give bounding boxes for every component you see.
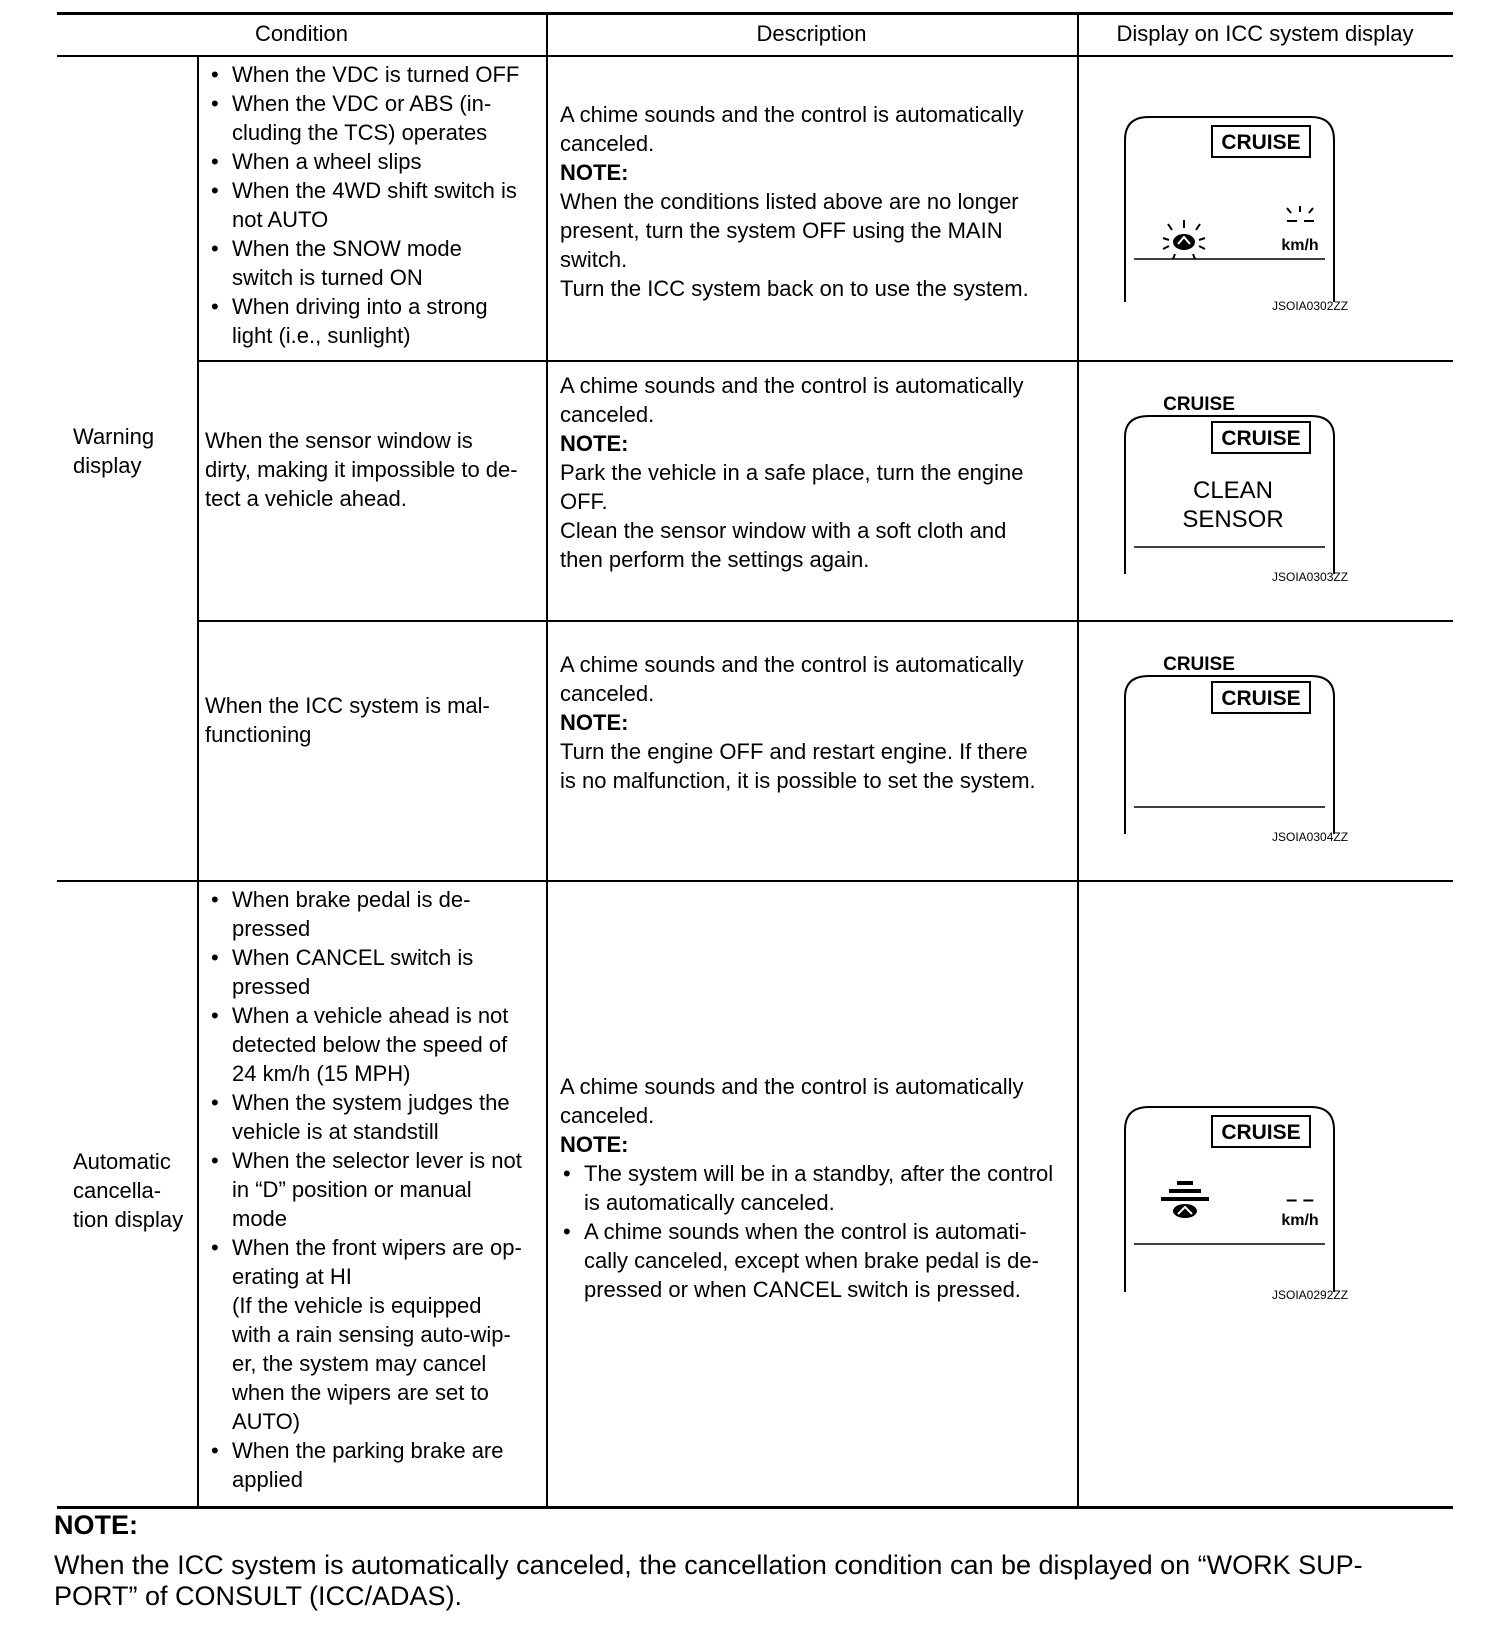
condition-table (57, 12, 1453, 1510)
condition-item: • When the VDC is turned OFF (208, 60, 538, 89)
cruise-label: CRUISE (1163, 394, 1235, 415)
column-rule (197, 55, 199, 1508)
group-label-line: Automatic (73, 1149, 171, 1174)
figure-code: JSOIA0304ZZ (1272, 830, 1349, 844)
column-rule (546, 12, 548, 1508)
condition-item: • When the 4WD shift switch is not AUTO (208, 176, 538, 234)
speed-readout: – – (1286, 1189, 1314, 1211)
speed-unit: km/h (1281, 1212, 1319, 1229)
row0-description: A chime sounds and the control is automatically canceled. NOTE: When the conditions listed above are no longer present, turn the system OFF using the MAIN switch. Turn the ICC system back on to use the system. (560, 102, 1029, 301)
group-label-line: cancella- (73, 1178, 162, 1203)
condition-item: • When the VDC or ABS (in- cluding the TCS) operates (208, 89, 538, 147)
cruise-indicator: CRUISE (1221, 687, 1301, 710)
figure-code: JSOIA0292ZZ (1272, 1288, 1349, 1302)
row1-description: A chime sounds and the control is automatically canceled. NOTE: Park the vehicle in a safe place, turn the engine OFF. Clean the sensor window with a soft cloth and then perform the settings again. (560, 373, 1024, 572)
condition-item: • When the selector lever is not in “D” position or manual mode (208, 1146, 542, 1233)
vehicle-ahead-icon (1163, 220, 1205, 259)
group-divider (57, 880, 1453, 882)
column-rule (1077, 12, 1079, 1508)
condition-item: • When a wheel slips (208, 147, 538, 176)
message-line: SENSOR (1182, 506, 1284, 533)
icc-display-malfunction (1097, 644, 1447, 834)
cruise-indicator: CRUISE (1221, 1121, 1301, 1144)
footer-note-label: NOTE: (54, 1510, 138, 1540)
icc-display-warning (1097, 112, 1447, 302)
condition-item: • When the SNOW mode switch is turned ON (208, 234, 538, 292)
header-description: Description (756, 21, 867, 46)
row-divider (197, 360, 1453, 362)
figure-code: JSOIA0303ZZ (1272, 570, 1349, 584)
figure-code: JSOIA0302ZZ (1272, 299, 1349, 313)
condition-item: • When the front wipers are op- erating at HI (If the vehicle is equipped with a rain sensing auto-wip- er, the system may cancel when the wipers are set to AUTO) (208, 1233, 542, 1436)
header-display: Display on ICC system display (1116, 21, 1414, 46)
condition-item: • When a vehicle ahead is not detected below the speed of 24 km/h (15 MPH) (208, 1001, 542, 1088)
row0-condition-list (208, 60, 538, 350)
row3-condition-list (208, 885, 542, 1494)
table-bottom-rule (57, 1506, 1453, 1509)
condition-item: • When CANCEL switch is pressed (208, 943, 542, 1001)
header-condition: Condition (255, 21, 348, 46)
row2-condition: When the ICC system is mal- functioning (205, 693, 490, 747)
vehicle-distance-icon (1161, 1181, 1209, 1218)
row2-description: A chime sounds and the control is automatically canceled. NOTE: Turn the engine OFF and restart engine. If there is no malfunction, it is possible to set the system. (560, 652, 1036, 793)
condition-item: • When brake pedal is de- pressed (208, 885, 542, 943)
note-bullet: • The system will be in a standby, after the control is automatically canceled. (560, 1159, 1075, 1217)
row-divider (197, 620, 1453, 622)
cruise-label: CRUISE (1163, 654, 1235, 675)
speed-unit: km/h (1281, 237, 1319, 254)
condition-item: • When driving into a strong light (i.e., sunlight) (208, 292, 538, 350)
row1-condition: When the sensor window is dirty, making it impossible to de- tect a vehicle ahead. (205, 428, 518, 511)
footer-note-text: When the ICC system is automatically canceled, the cancellation condition can be displayed on “WORK SUP- PORT” of CONSULT (ICC/ADAS). (54, 1550, 1363, 1611)
row3-description: A chime sounds and the control is automatically canceled. NOTE: • The system will be in a standby, after the control is automatically canceled. • A chime sounds when the control is automati- cally canceled, except when brake pedal is de- pressed or when CANCEL switch is pressed. (560, 1072, 1075, 1304)
message-line: CLEAN (1192, 477, 1274, 504)
cruise-indicator: CRUISE (1221, 131, 1301, 154)
condition-item: • When the parking brake are applied (208, 1436, 542, 1494)
note-bullet: • A chime sounds when the control is automati- cally canceled, except when brake pedal is de- pressed or when CANCEL switch is pressed. (560, 1217, 1075, 1304)
group-label-warning: Warning display (73, 424, 155, 478)
group-label-line: tion display (73, 1207, 184, 1232)
condition-item: • When the system judges the vehicle is at standstill (208, 1088, 542, 1146)
icc-display-clean-sensor (1097, 384, 1447, 574)
icc-display-auto-cancel (1097, 1102, 1447, 1292)
group-label-automatic (73, 1147, 198, 1234)
speed-dashes-icon (1287, 206, 1314, 221)
cruise-indicator: CRUISE (1221, 427, 1301, 450)
